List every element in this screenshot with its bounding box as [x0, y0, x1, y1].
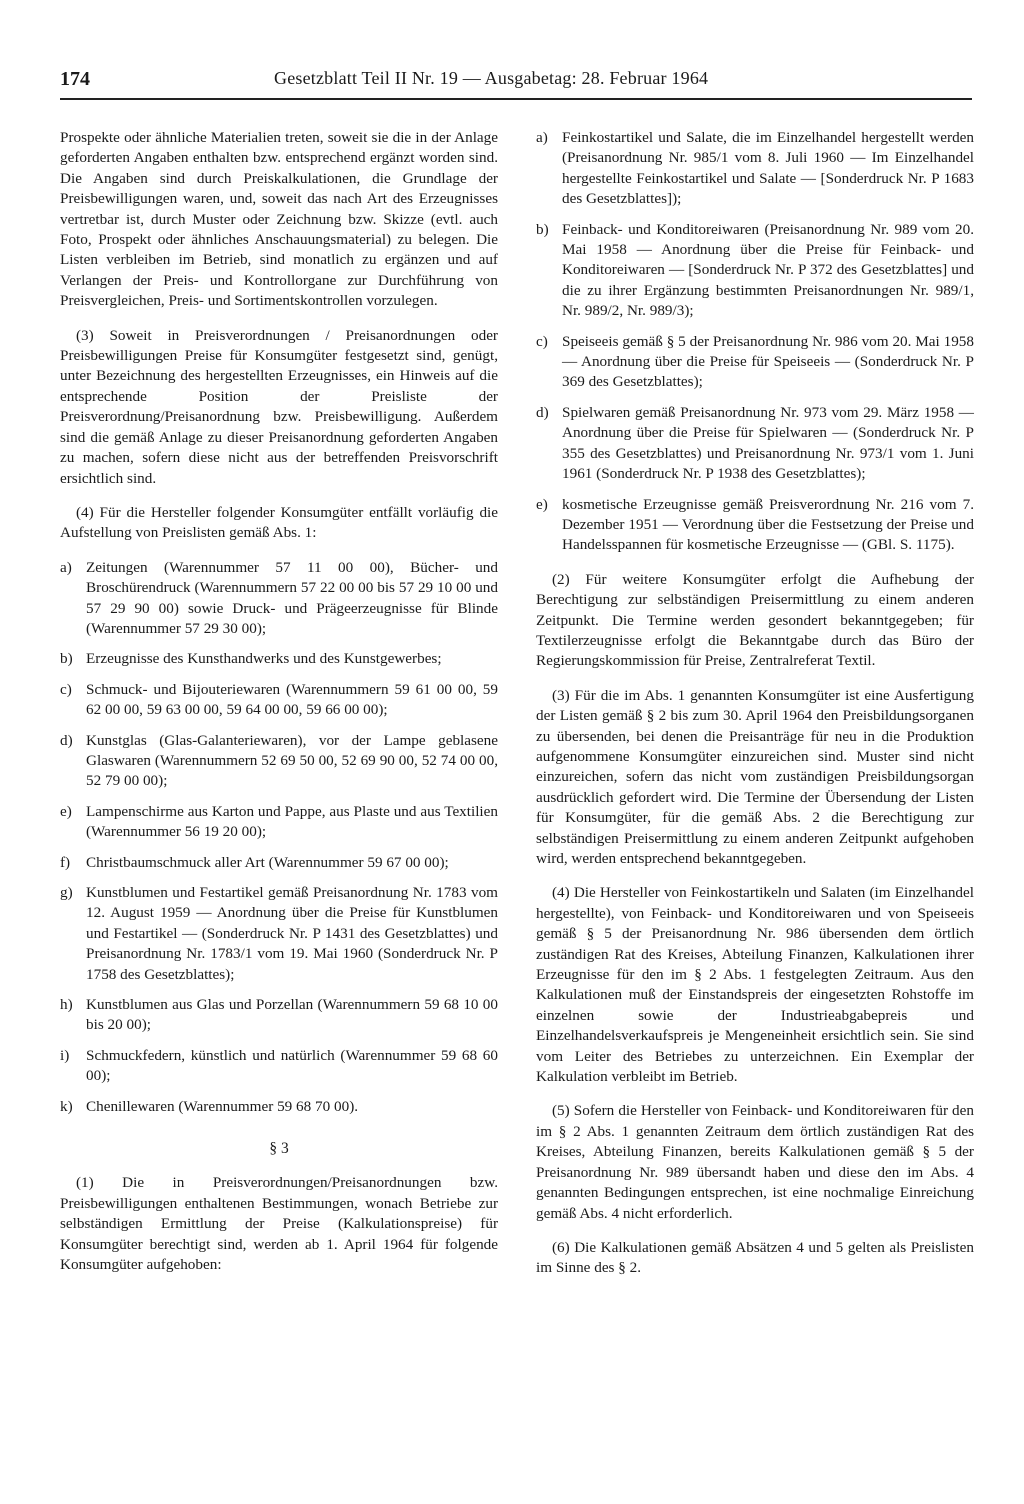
list-item-label: d) — [536, 403, 549, 421]
journal-title: Gesetzblatt Teil II Nr. 19 — Ausgabetag: 28. Februar 1964 — [274, 68, 709, 88]
list-item-label: k) — [60, 1097, 73, 1115]
list-item — [536, 403, 974, 485]
list-item — [60, 995, 498, 1036]
list-item-label: f) — [60, 853, 71, 871]
list-item-text: Feinkostartikel und Salate, die im Einzelhandel hergestellt werden (Preisanordnung Nr. 985/1 vom 8. Juli 1960 — Im Einzelhandel hergestellte Feinkostartikel und Salate — [Sonderdruck Nr. P 1683 des Gesetzblattes]); — [562, 129, 974, 208]
list-item-label: h) — [60, 996, 73, 1014]
list-item — [60, 853, 498, 873]
list-item-label: b) — [536, 220, 549, 238]
list-item-text: Spielwaren gemäß Preisanordnung Nr. 973 vom 29. März 1958 — Anordnung über die Preise für Spielwaren — (Sonderdruck Nr. P 355 des Gesetzblattes) und Preisanordnung Nr. 973/1 vom 1. Juni 1961 (Sonderdruck Nr. P 1938 des Gesetzblattes); — [562, 403, 974, 483]
list-item-label: c) — [60, 680, 72, 698]
list-item-label: a) — [536, 129, 548, 146]
right-column — [536, 128, 974, 1293]
list-item-text: Kunstblumen aus Glas und Porzellan (Warennummern 59 68 10 00 bis 20 00); — [86, 996, 498, 1034]
paragraph-abs-3: (3) Soweit in Preisverordnungen / Preisanordnungen oder Preisbewilligungen Preise für Konsumgüter festgesetzt sind, genügt, unter Bezeichnung des hergestellten Erzeugnisses, ein Hinweis auf die entsprechende Position der Preisliste der Preisverordnung/Preisanordnung bzw. Preisbewilligung. Außerdem sind die gemäß Anlage zu dieser Preisanordnung geforderten Angaben zu machen, sofern diese nicht aus der betreffenden Preisvorschrift ersichtlich sind. — [60, 326, 498, 487]
list-item — [60, 649, 498, 669]
list-item-text: kosmetische Erzeugnisse gemäß Preisverordnung Nr. 216 vom 7. Dezember 1951 — Verordnung über die Festsetzung der Preise und Handelsspannen für kosmetische Erzeugnisse — (GBl. S. 1175). — [562, 495, 974, 554]
list-item-text: Schmuck- und Bijouteriewaren (Warennummern 59 61 00 00, 59 62 00 00, 59 63 00 00, 59 64 00 00, 59 66 00 00); — [86, 680, 498, 719]
list-item-label: b) — [60, 650, 73, 668]
list-item — [60, 680, 498, 721]
list-item-text: Kunstblumen und Festartikel gemäß Preisanordnung Nr. 1783 vom 12. August 1959 — Anordnung über die Preise für Kunstblumen und Festartikel — (Sonderdruck Nr. P 1431 des Gesetzblattes) und Preisanordnung Nr. 1783/1 vom 19. Mai 1960 (Sonderdruck Nr. P 1758 des Gesetzblattes); — [86, 884, 498, 983]
list-item — [536, 220, 974, 322]
section-heading: § 3 — [269, 1140, 289, 1158]
list-item-label: e) — [60, 802, 72, 820]
paragraph-abs-5: (5) Sofern die Hersteller von Feinback- und Konditoreiwaren für den im § 2 Abs. 1 genannten Zeitraum dem örtlich zuständigen Rat des Kreises, Abteilung Finanzen, bereits Kalkulationen gemäß § 5 der Preisanordnung Nr. 989 übersandt haben und diese den im Abs. 4 genannten Bedingungen entsprechen, ist eine nochmalige Einreichung gemäß Abs. 4 nicht erforderlich. — [536, 1102, 974, 1222]
list-item-label: i) — [60, 1046, 70, 1064]
list-item-text: Schmuckfedern, künstlich und natürlich (Warennummer 59 68 60 00); — [86, 1046, 498, 1085]
list-item-text: Christbaumschmuck aller Art (Warennummer 59 67 00 00); — [86, 853, 449, 871]
page-number: 174 — [60, 68, 90, 90]
list-item-text: Speiseeis gemäß § 5 der Preisanordnung Nr. 986 vom 20. Mai 1958 — Anordnung über die Preise für Speiseeis — (Sonderdruck Nr. P 369 des Gesetzblattes); — [562, 332, 974, 391]
left-column — [60, 128, 498, 1290]
list-item — [536, 495, 974, 556]
list-item — [536, 332, 974, 393]
list-item-text: Erzeugnisse des Kunsthandwerks und des Kunstgewerbes; — [86, 650, 442, 668]
list-item-label: g) — [60, 884, 73, 901]
list-item-text: Kunstglas (Glas-Galanteriewaren), vor der Lampe geblasene Glaswaren (Warennummern 52 69 50 00, 52 69 90 00, 52 74 00 00, 52 79 00 00); — [86, 731, 498, 790]
list-item — [60, 1097, 498, 1117]
list-item-label: d) — [60, 731, 73, 749]
list-item-text: Feinback- und Konditoreiwaren (Preisanordnung Nr. 989 vom 20. Mai 1958 — Anordnung über die Preise für Feinback- und Konditoreiwaren — [Sonderdruck Nr. P 372 des Gesetzblattes] und die zu ihrer Ergänzung bestimmten Preisanordnungen Nr. 989/1, Nr. 989/2, Nr. 989/3); — [562, 220, 974, 320]
list-item — [60, 1046, 498, 1087]
paragraph-abs-3: (3) Für die im Abs. 1 genannten Konsumgüter ist eine Ausfertigung der Listen gemäß § 2 bis zum 30. April 1964 den Preisbildungsorganen zu übersenden, bei denen die Preisanträge für neu in die Produktion aufgenommene Konsumgüter einzureichen sind. Muster sind nicht einzureichen, sofern das nicht vom zuständigen Preisbildungsorgan ausdrücklich gefordert wird. Die Termine der Übersendung der Listen für Konsumgüter, für die gemäß Abs. 2 die Berechtigung zur selbständigen Preisermittlung zu einem anderen Zeitpunkt aufgehoben wird, werden entsprechend bekanntgegeben. — [536, 686, 974, 867]
paragraph-abs-2: (2) Für weitere Konsumgüter erfolgt die Aufhebung der Berechtigung zur selbständigen Preisermittlung zu einem anderen Zeitpunkt. Die Termine werden gesondert bekanntgegeben; für Textilerzeugnisse erfolgt die Bekanntgabe durch das Büro der Regierungskommission für Preise, Zentralreferat Textil. — [536, 570, 974, 670]
list-item — [60, 883, 498, 985]
list-item — [60, 558, 498, 640]
list-item-label: e) — [536, 495, 548, 513]
header-rule — [60, 98, 972, 100]
paragraph-intro: Prospekte oder ähnliche Materialien treten, soweit sie die in der Anlage geforderten Angaben enthalten bzw. entsprechend ergänzt worden sind. Die Angaben sind durch Preiskalkulationen, die Grundlage der Preisbewilligungen waren, und, soweit das nach Art des Erzeugnisses vertretbar ist, durch Muster oder Zeichnung bzw. Skizze (evtl. auch Foto, Prospekt oder ähnliches Anschauungsmaterial) zu belegen. Die Listen verbleiben im Betrieb, sind monatlich zu ergänzen und auf Verlangen der Preis- und Kontrollorgane zur Durchführung von Preisvergleichen, Preis- und Sortimentskontrollen vorzulegen. — [60, 129, 498, 310]
list-item — [536, 128, 974, 210]
list-item-label: c) — [536, 332, 548, 350]
list-item-text: Zeitungen (Warennummer 57 11 00 00), Bücher- und Broschürendruck (Warennummern 57 22 00 00 bis 57 29 10 00 und 57 29 90 00) sowie Druck- und Prägeerzeugnisse für Blinde (Warennummer 57 29 30 00); — [86, 558, 498, 637]
list-item-text: Chenillewaren (Warennummer 59 68 70 00). — [86, 1097, 359, 1115]
paragraph-abs-4: (4) Die Hersteller von Feinkostartikeln und Salaten (im Einzelhandel hergestellte), von Feinback- und Konditoreiwaren und von Speiseeis gemäß § 5 der Preisanordnung Nr. 986 übersenden dem örtlich zuständigen Rat des Kreises, Abteilung Finanzen, Kalkulationen ihrer Erzeugnisse für den im § 2 Abs. 1 festgelegten Zeitraum. Aus den Kalkulationen muß der Einstandspreis der eingesetzten Rohstoffe im einzelnen sowie der Industrieabgabepreis und Einzelhandelsverkaufspreis je Mengeneinheit ersichtlich sein. Sie sind vom Leiter des Betriebes zu unterzeichnen. Ein Exemplar der Kalkulation verbleibt im Betrieb. — [536, 884, 974, 1086]
page-header — [60, 68, 972, 100]
list-item — [60, 731, 498, 792]
list-item-label: a) — [60, 558, 72, 576]
list-item-text: Lampenschirme aus Karton und Pappe, aus Plaste und aus Textilien (Warennummer 56 19 20 00); — [86, 802, 498, 841]
paragraph-abs-4: (4) Für die Hersteller folgender Konsumgüter entfällt vorläufig die Aufstellung von Preislisten gemäß Abs. 1: — [60, 503, 498, 542]
list-item — [60, 802, 498, 843]
paragraph-abs-6: (6) Die Kalkulationen gemäß Absätzen 4 und 5 gelten als Preislisten im Sinne des § 2. — [536, 1238, 974, 1277]
paragraph-s3-abs-1: (1) Die in Preisverordnungen/Preisanordnungen bzw. Preisbewilligungen enthaltenen Bestimmungen, wonach Betriebe zur selbständigen Ermittlung der Preise (Kalkulationspreise) für Konsumgüter berechtigt sind, werden ab 1. April 1964 für folgende Konsumgüter aufgehoben: — [60, 1174, 498, 1274]
